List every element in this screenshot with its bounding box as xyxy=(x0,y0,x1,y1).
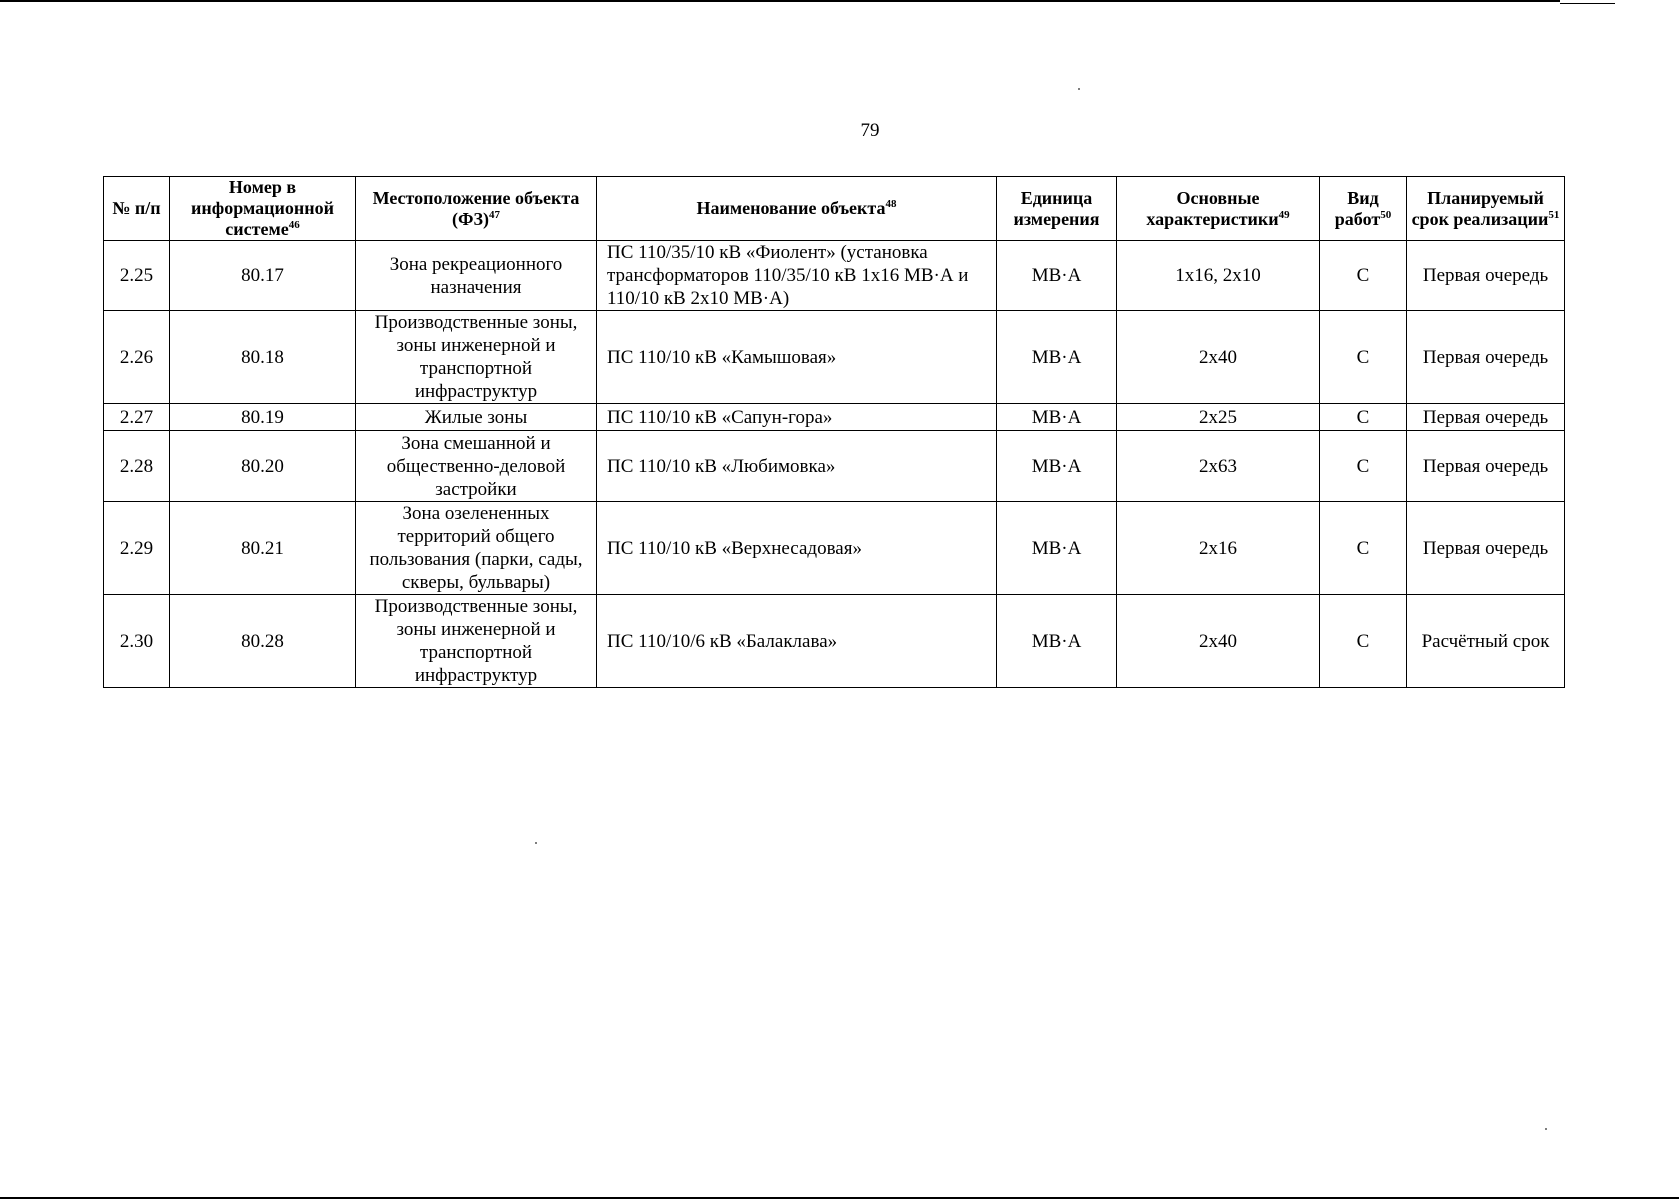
table-row xyxy=(104,311,1565,404)
cell-name: ПС 110/35/10 кВ «Фиолент» (установка трансформаторов 110/35/10 кВ 1х16 МВ·А и 110/10 кВ 2х10 МВ·А) xyxy=(597,241,997,311)
cell-characteristics: 2х40 xyxy=(1117,595,1320,688)
header-unit: Единица измерения xyxy=(997,177,1117,241)
cell-is-number: 80.17 xyxy=(170,241,356,311)
cell-unit: МВ·А xyxy=(997,502,1117,595)
cell-is-number: 80.18 xyxy=(170,311,356,404)
table-row xyxy=(104,502,1565,595)
cell-num: 2.28 xyxy=(104,431,170,502)
cell-term: Первая очередь xyxy=(1407,404,1565,431)
table-row xyxy=(104,595,1565,688)
table-row xyxy=(104,431,1565,502)
header-name: Наименование объекта$^{48}$ xyxy=(597,177,997,241)
page-number: 79 xyxy=(860,120,880,141)
cell-location: Зона смешанной и общественно-деловой застройки xyxy=(356,431,597,502)
cell-characteristics: 2х63 xyxy=(1117,431,1320,502)
cell-location: Зона озелененных территорий общего пользования (парки, сады, скверы, бульвары) xyxy=(356,502,597,595)
cell-location: Жилые зоны xyxy=(356,404,597,431)
cell-unit: МВ·А xyxy=(997,431,1117,502)
cell-term: Расчётный срок xyxy=(1407,595,1565,688)
cell-unit: МВ·А xyxy=(997,404,1117,431)
cell-name: ПС 110/10/6 кВ «Балаклава» xyxy=(597,595,997,688)
cell-characteristics: 2х25 xyxy=(1117,404,1320,431)
scan-edge-top xyxy=(0,0,1560,2)
scan-speck xyxy=(535,842,537,844)
cell-work-type: С xyxy=(1320,311,1407,404)
cell-num: 2.26 xyxy=(104,311,170,404)
header-location: Местоположение объекта (ФЗ)$^{47}$ xyxy=(356,177,597,241)
cell-name: ПС 110/10 кВ «Камышовая» xyxy=(597,311,997,404)
scan-speck xyxy=(1078,88,1080,90)
cell-term: Первая очередь xyxy=(1407,431,1565,502)
cell-is-number: 80.28 xyxy=(170,595,356,688)
cell-work-type: С xyxy=(1320,241,1407,311)
cell-num: 2.29 xyxy=(104,502,170,595)
cell-characteristics: 2х40 xyxy=(1117,311,1320,404)
header-work-type: Вид работ$^{50}$ xyxy=(1320,177,1407,241)
cell-is-number: 80.21 xyxy=(170,502,356,595)
cell-name: ПС 110/10 кВ «Верхнесадовая» xyxy=(597,502,997,595)
table-row xyxy=(104,404,1565,431)
cell-num: 2.27 xyxy=(104,404,170,431)
cell-is-number: 80.20 xyxy=(170,431,356,502)
cell-location: Производственные зоны, зоны инженерной и транспортной инфраструктур xyxy=(356,311,597,404)
table-header-row xyxy=(104,177,1565,241)
cell-num: 2.25 xyxy=(104,241,170,311)
cell-unit: МВ·А xyxy=(997,595,1117,688)
header-num: № п/п xyxy=(104,177,170,241)
cell-term: Первая очередь xyxy=(1407,502,1565,595)
cell-name: ПС 110/10 кВ «Любимовка» xyxy=(597,431,997,502)
cell-unit: МВ·А xyxy=(997,311,1117,404)
cell-is-number: 80.19 xyxy=(170,404,356,431)
cell-term: Первая очередь xyxy=(1407,311,1565,404)
cell-term: Первая очередь xyxy=(1407,241,1565,311)
cell-characteristics: 1х16, 2х10 xyxy=(1117,241,1320,311)
cell-work-type: С xyxy=(1320,404,1407,431)
table-row xyxy=(104,241,1565,311)
scan-speck xyxy=(1545,1128,1547,1130)
cell-work-type: С xyxy=(1320,595,1407,688)
cell-num: 2.30 xyxy=(104,595,170,688)
cell-unit: МВ·А xyxy=(997,241,1117,311)
header-is-number: Номер в информационной системе$^{46}$ xyxy=(170,177,356,241)
scan-edge-top-fragment xyxy=(1560,3,1615,4)
cell-work-type: С xyxy=(1320,431,1407,502)
scan-edge-bottom xyxy=(0,1197,1679,1199)
cell-name: ПС 110/10 кВ «Сапун-гора» xyxy=(597,404,997,431)
cell-location: Зона рекреационного назначения xyxy=(356,241,597,311)
cell-location: Производственные зоны, зоны инженерной и транспортной инфраструктур xyxy=(356,595,597,688)
objects-table xyxy=(103,176,1565,688)
cell-work-type: С xyxy=(1320,502,1407,595)
header-characteristics: Основные характеристики$^{49}$ xyxy=(1117,177,1320,241)
cell-characteristics: 2х16 xyxy=(1117,502,1320,595)
header-term: Планируемый срок реализации$^{51}$ xyxy=(1407,177,1565,241)
